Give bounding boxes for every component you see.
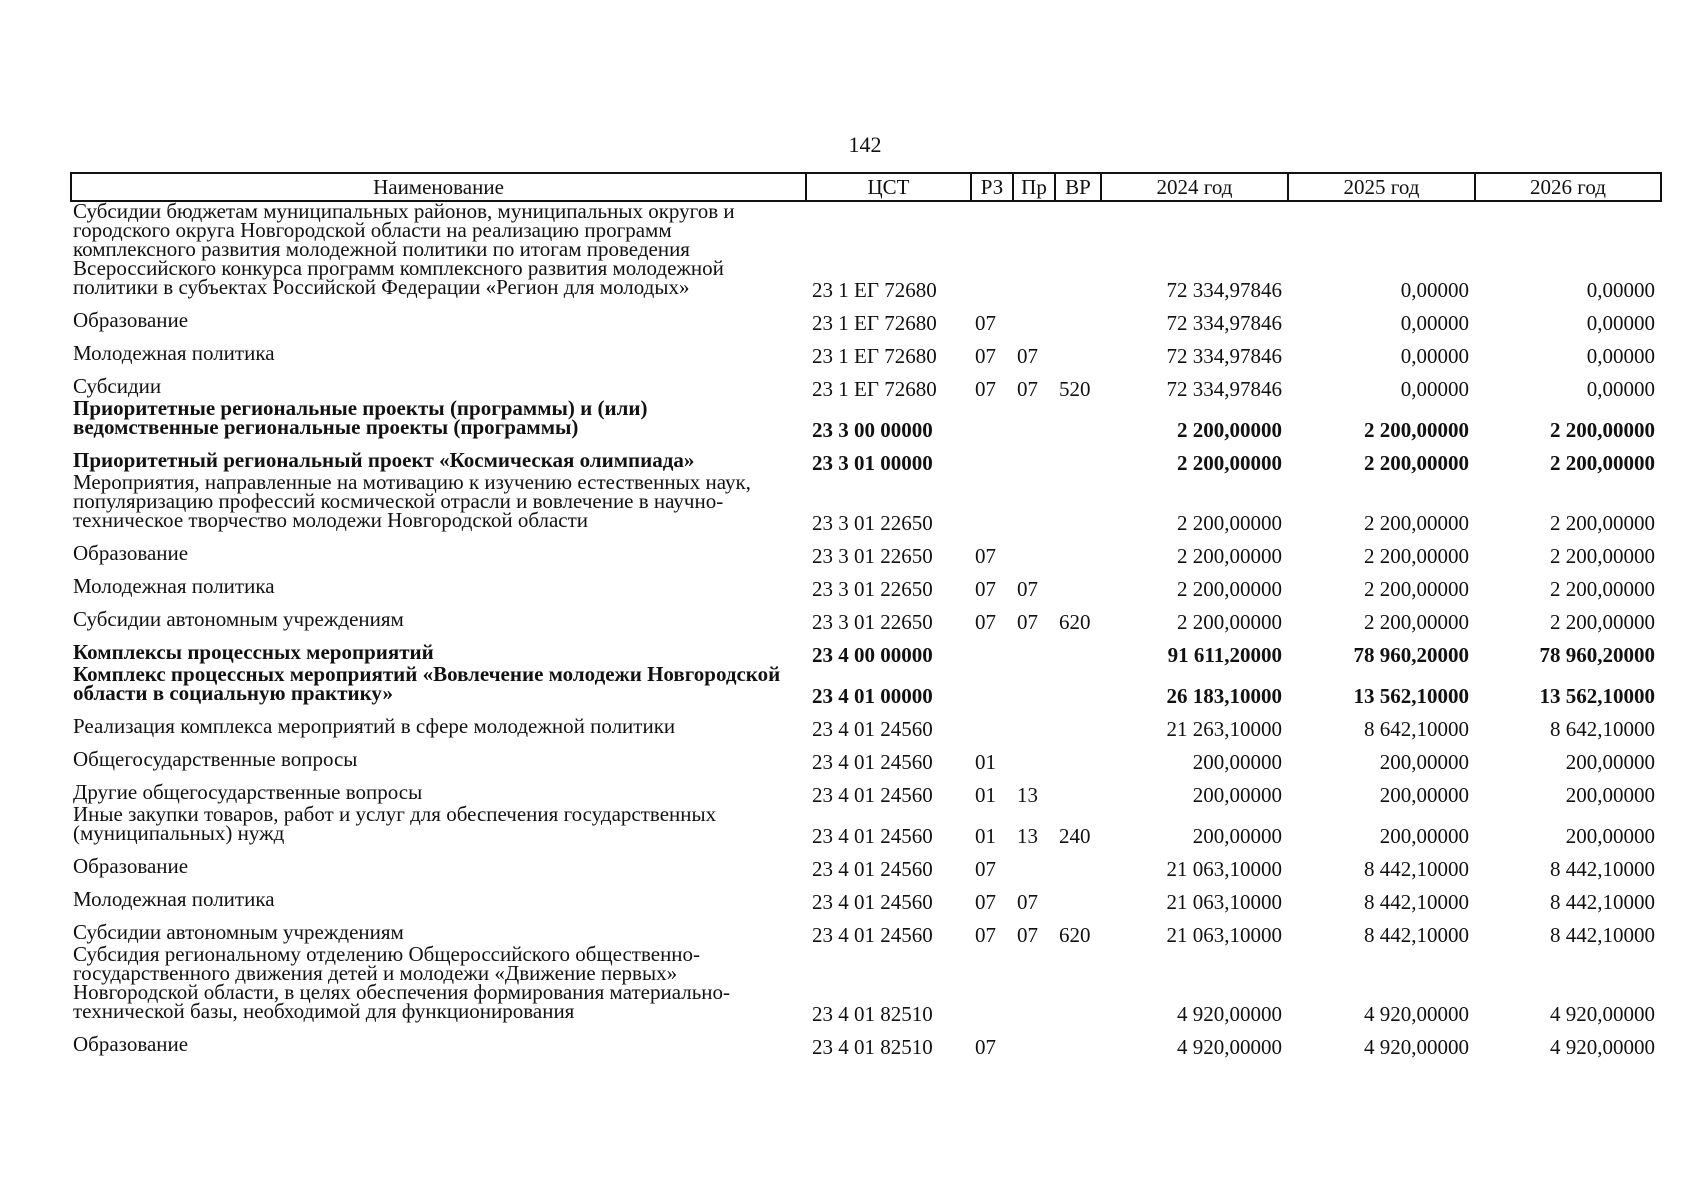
row-rz: 07 bbox=[975, 544, 996, 568]
row-2025: 4 920,00000 bbox=[1364, 1035, 1469, 1059]
row-2026: 0,00000 bbox=[1586, 278, 1655, 302]
row-2024: 2 200,00000 bbox=[1177, 544, 1282, 568]
row-2026: 200,00000 bbox=[1565, 824, 1655, 848]
row-vr: 520 bbox=[1059, 377, 1091, 401]
row-2024: 91 611,20000 bbox=[1167, 643, 1282, 667]
row-cst: 23 4 01 82510 bbox=[812, 1002, 933, 1026]
table-row bbox=[71, 566, 1661, 599]
table-row bbox=[71, 665, 1661, 706]
row-name: Другие общегосударственные вопросы bbox=[73, 780, 423, 804]
row-2024: 2 200,00000 bbox=[1177, 577, 1282, 601]
row-vr bbox=[1055, 945, 1101, 1024]
row-pr bbox=[1013, 1024, 1055, 1057]
row-2026: 0,00000 bbox=[1586, 377, 1655, 401]
row-pr: 07 bbox=[1017, 344, 1038, 368]
row-cst: 23 4 01 24560 bbox=[812, 857, 933, 881]
row-name: Образование bbox=[73, 854, 189, 878]
table-row bbox=[71, 739, 1661, 772]
row-vr bbox=[1055, 440, 1101, 473]
row-rz: 07 bbox=[975, 857, 996, 881]
row-name: Комплекс процессных мероприятий «Вовлечение молодежи Новгородской области в социальную практику» bbox=[73, 662, 781, 705]
row-cst: 23 4 01 82510 bbox=[812, 1035, 933, 1059]
row-vr: 620 bbox=[1059, 923, 1091, 947]
row-name: Приоритетный региональный проект «Космическая олимпиада» bbox=[73, 448, 695, 472]
row-name: Субсидии bbox=[73, 374, 162, 398]
row-rz bbox=[971, 945, 1013, 1024]
row-name: Субсидии автономным учреждениям bbox=[73, 607, 404, 631]
row-2024: 72 334,97846 bbox=[1166, 278, 1282, 302]
row-pr bbox=[1013, 533, 1055, 566]
row-2024: 72 334,97846 bbox=[1166, 311, 1282, 335]
row-vr bbox=[1055, 632, 1101, 665]
row-name: Образование bbox=[73, 541, 189, 565]
row-2024: 200,00000 bbox=[1192, 783, 1282, 807]
row-2026: 200,00000 bbox=[1565, 783, 1655, 807]
row-2024: 4 920,00000 bbox=[1177, 1035, 1282, 1059]
row-cst: 23 4 01 00000 bbox=[812, 684, 933, 708]
row-pr bbox=[1013, 300, 1055, 333]
row-vr bbox=[1055, 1024, 1101, 1057]
row-vr bbox=[1055, 201, 1101, 300]
row-2024: 2 200,00000 bbox=[1177, 610, 1282, 634]
row-2025: 2 200,00000 bbox=[1364, 418, 1469, 442]
row-2025: 78 960,20000 bbox=[1353, 643, 1469, 667]
row-2024: 72 334,97846 bbox=[1166, 344, 1282, 368]
header-rz: РЗ bbox=[971, 173, 1013, 201]
row-rz bbox=[971, 399, 1013, 440]
row-2026: 2 200,00000 bbox=[1550, 511, 1655, 535]
row-cst: 23 1 ЕГ 72680 bbox=[812, 278, 937, 302]
row-pr: 13 bbox=[1017, 824, 1038, 848]
row-cst: 23 4 01 24560 bbox=[812, 717, 933, 741]
row-2025: 200,00000 bbox=[1379, 783, 1469, 807]
row-rz: 01 bbox=[975, 750, 996, 774]
row-2024: 21 063,10000 bbox=[1166, 923, 1282, 947]
row-pr: 07 bbox=[1017, 377, 1038, 401]
row-rz: 07 bbox=[975, 377, 996, 401]
row-cst: 23 4 01 24560 bbox=[812, 750, 933, 774]
row-2025: 13 562,10000 bbox=[1353, 684, 1469, 708]
row-vr bbox=[1055, 533, 1101, 566]
row-name: Иные закупки товаров, работ и услуг для обеспечения государственных (муниципальных) нужд bbox=[73, 802, 717, 845]
row-vr bbox=[1055, 706, 1101, 739]
row-2025: 2 200,00000 bbox=[1364, 544, 1469, 568]
table-row bbox=[71, 1024, 1661, 1057]
row-2026: 4 920,00000 bbox=[1550, 1002, 1655, 1026]
row-pr bbox=[1013, 473, 1055, 533]
row-rz: 07 bbox=[975, 1035, 996, 1059]
header-name: Наименование bbox=[71, 173, 806, 201]
row-2026: 2 200,00000 bbox=[1550, 418, 1655, 442]
row-name: Комплексы процессных мероприятий bbox=[73, 640, 434, 664]
row-pr: 13 bbox=[1017, 783, 1038, 807]
row-rz: 01 bbox=[975, 783, 996, 807]
row-name: Субсидии бюджетам муниципальных районов, муниципальных округов и городского округа Новгородской области на реализацию программ комплексного развития молодежной политики по итогам проведения Всероссийского конкурса программ комплексного развития молодежной политики в субъектах Российской Федерации «Регион для молодых» bbox=[73, 199, 735, 299]
row-cst: 23 1 ЕГ 72680 bbox=[812, 311, 937, 335]
row-rz bbox=[971, 632, 1013, 665]
row-2026: 8 442,10000 bbox=[1550, 923, 1655, 947]
header-2024: 2024 год bbox=[1101, 173, 1288, 201]
row-2024: 26 183,10000 bbox=[1166, 684, 1282, 708]
row-name: Образование bbox=[73, 1032, 189, 1056]
row-vr bbox=[1055, 846, 1101, 879]
row-2025: 0,00000 bbox=[1400, 311, 1469, 335]
row-pr bbox=[1013, 665, 1055, 706]
row-2026: 200,00000 bbox=[1565, 750, 1655, 774]
row-2024: 21 063,10000 bbox=[1166, 857, 1282, 881]
row-2026: 2 200,00000 bbox=[1550, 577, 1655, 601]
row-vr bbox=[1055, 300, 1101, 333]
row-pr bbox=[1013, 201, 1055, 300]
table-row bbox=[71, 945, 1661, 1024]
row-2026: 0,00000 bbox=[1586, 344, 1655, 368]
table-row bbox=[71, 772, 1661, 805]
row-2024: 4 920,00000 bbox=[1177, 1002, 1282, 1026]
header-pr: Пр bbox=[1013, 173, 1055, 201]
row-pr bbox=[1013, 706, 1055, 739]
row-2025: 0,00000 bbox=[1400, 377, 1469, 401]
row-2026: 2 200,00000 bbox=[1550, 544, 1655, 568]
table-row bbox=[71, 846, 1661, 879]
table-row bbox=[71, 912, 1661, 945]
row-rz bbox=[971, 201, 1013, 300]
row-2024: 2 200,00000 bbox=[1177, 511, 1282, 535]
table-row bbox=[71, 201, 1661, 300]
row-pr bbox=[1013, 440, 1055, 473]
row-2025: 2 200,00000 bbox=[1364, 511, 1469, 535]
row-name: Молодежная политика bbox=[73, 887, 275, 911]
row-vr bbox=[1055, 739, 1101, 772]
table-row bbox=[71, 366, 1661, 399]
row-cst: 23 3 01 00000 bbox=[812, 451, 933, 475]
table-row bbox=[71, 399, 1661, 440]
row-2025: 2 200,00000 bbox=[1364, 451, 1469, 475]
header-vr: ВР bbox=[1055, 173, 1101, 201]
row-cst: 23 4 01 24560 bbox=[812, 923, 933, 947]
row-name: Мероприятия, направленные на мотивацию к изучению естественных наук, популяризацию профессий космической отрасли и вовлечение в научно-техническое творчество молодежи Новгородской области bbox=[73, 470, 751, 532]
row-name: Молодежная политика bbox=[73, 574, 275, 598]
row-pr bbox=[1013, 739, 1055, 772]
row-rz bbox=[971, 665, 1013, 706]
row-vr bbox=[1055, 399, 1101, 440]
row-vr bbox=[1055, 566, 1101, 599]
row-2025: 200,00000 bbox=[1379, 750, 1469, 774]
table-row bbox=[71, 473, 1661, 533]
row-2025: 8 642,10000 bbox=[1364, 717, 1469, 741]
table-row bbox=[71, 599, 1661, 632]
table-row bbox=[71, 300, 1661, 333]
row-pr: 07 bbox=[1017, 610, 1038, 634]
row-vr: 240 bbox=[1059, 824, 1091, 848]
row-name: Приоритетные региональные проекты (программы) и (или) ведомственные региональные проекты (программы) bbox=[73, 396, 648, 439]
row-cst: 23 4 01 24560 bbox=[812, 824, 933, 848]
row-cst: 23 3 01 22650 bbox=[812, 544, 933, 568]
header-2026: 2026 год bbox=[1475, 173, 1661, 201]
row-rz: 01 bbox=[975, 824, 996, 848]
row-cst: 23 1 ЕГ 72680 bbox=[812, 344, 937, 368]
row-2025: 8 442,10000 bbox=[1364, 923, 1469, 947]
row-2025: 2 200,00000 bbox=[1364, 577, 1469, 601]
row-2026: 8 442,10000 bbox=[1550, 857, 1655, 881]
row-2024: 21 063,10000 bbox=[1166, 890, 1282, 914]
row-2025: 2 200,00000 bbox=[1364, 610, 1469, 634]
row-rz bbox=[971, 440, 1013, 473]
row-vr: 620 bbox=[1059, 610, 1091, 634]
row-2025: 8 442,10000 bbox=[1364, 857, 1469, 881]
table-header bbox=[71, 173, 1661, 201]
page-number: 142 bbox=[848, 132, 882, 157]
row-rz: 07 bbox=[975, 923, 996, 947]
document-page bbox=[70, 0, 1660, 1200]
row-vr bbox=[1055, 473, 1101, 533]
row-rz bbox=[971, 473, 1013, 533]
row-vr bbox=[1055, 333, 1101, 366]
header-cst: ЦСТ bbox=[806, 173, 971, 201]
row-2026: 2 200,00000 bbox=[1550, 451, 1655, 475]
row-2024: 21 263,10000 bbox=[1166, 717, 1282, 741]
row-name: Общегосударственные вопросы bbox=[73, 747, 358, 771]
row-pr: 07 bbox=[1017, 923, 1038, 947]
table-row bbox=[71, 440, 1661, 473]
row-2026: 0,00000 bbox=[1586, 311, 1655, 335]
header-row bbox=[71, 173, 1661, 201]
budget-table bbox=[70, 172, 1662, 1057]
row-cst: 23 3 01 22650 bbox=[812, 577, 933, 601]
table-row bbox=[71, 533, 1661, 566]
row-cst: 23 3 01 22650 bbox=[812, 610, 933, 634]
row-2025: 200,00000 bbox=[1379, 824, 1469, 848]
row-cst: 23 4 00 00000 bbox=[812, 643, 933, 667]
row-2026: 8 642,10000 bbox=[1550, 717, 1655, 741]
row-rz: 07 bbox=[975, 890, 996, 914]
row-vr bbox=[1055, 879, 1101, 912]
row-vr bbox=[1055, 665, 1101, 706]
row-pr bbox=[1013, 945, 1055, 1024]
row-pr bbox=[1013, 632, 1055, 665]
row-cst: 23 1 ЕГ 72680 bbox=[812, 377, 937, 401]
row-pr bbox=[1013, 846, 1055, 879]
row-2025: 0,00000 bbox=[1400, 344, 1469, 368]
row-pr bbox=[1013, 399, 1055, 440]
row-name: Субсидия региональному отделению Общероссийского общественно-государственного движения детей и молодежи «Движение первых» Новгородской области, в целях обеспечения формирования материально-технической базы, необходимой для функционирования bbox=[73, 942, 730, 1023]
row-2026: 4 920,00000 bbox=[1550, 1035, 1655, 1059]
header-2025: 2025 год bbox=[1288, 173, 1475, 201]
row-2026: 13 562,10000 bbox=[1539, 684, 1655, 708]
row-pr: 07 bbox=[1017, 890, 1038, 914]
row-2024: 200,00000 bbox=[1192, 824, 1282, 848]
row-2025: 4 920,00000 bbox=[1364, 1002, 1469, 1026]
row-name: Реализация комплекса мероприятий в сфере молодежной политики bbox=[73, 714, 676, 738]
row-2026: 8 442,10000 bbox=[1550, 890, 1655, 914]
row-pr: 07 bbox=[1017, 577, 1038, 601]
row-2024: 2 200,00000 bbox=[1177, 418, 1282, 442]
row-cst: 23 3 01 22650 bbox=[812, 511, 933, 535]
row-2026: 78 960,20000 bbox=[1539, 643, 1655, 667]
table-row bbox=[71, 805, 1661, 846]
row-rz: 07 bbox=[975, 577, 996, 601]
row-vr bbox=[1055, 772, 1101, 805]
row-rz: 07 bbox=[975, 610, 996, 634]
table-row bbox=[71, 706, 1661, 739]
row-2024: 2 200,00000 bbox=[1177, 451, 1282, 475]
table-body bbox=[71, 201, 1661, 1057]
row-name: Субсидии автономным учреждениям bbox=[73, 920, 404, 944]
row-2025: 0,00000 bbox=[1400, 278, 1469, 302]
table-row bbox=[71, 333, 1661, 366]
table-row bbox=[71, 632, 1661, 665]
table-row bbox=[71, 879, 1661, 912]
row-name: Образование bbox=[73, 308, 189, 332]
row-rz bbox=[971, 706, 1013, 739]
row-rz: 07 bbox=[975, 311, 996, 335]
row-2025: 8 442,10000 bbox=[1364, 890, 1469, 914]
row-2024: 72 334,97846 bbox=[1166, 377, 1282, 401]
row-name: Молодежная политика bbox=[73, 341, 275, 365]
row-cst: 23 4 01 24560 bbox=[812, 890, 933, 914]
row-rz: 07 bbox=[975, 344, 996, 368]
row-2026: 2 200,00000 bbox=[1550, 610, 1655, 634]
row-cst: 23 3 00 00000 bbox=[812, 418, 933, 442]
row-2024: 200,00000 bbox=[1192, 750, 1282, 774]
row-cst: 23 4 01 24560 bbox=[812, 783, 933, 807]
